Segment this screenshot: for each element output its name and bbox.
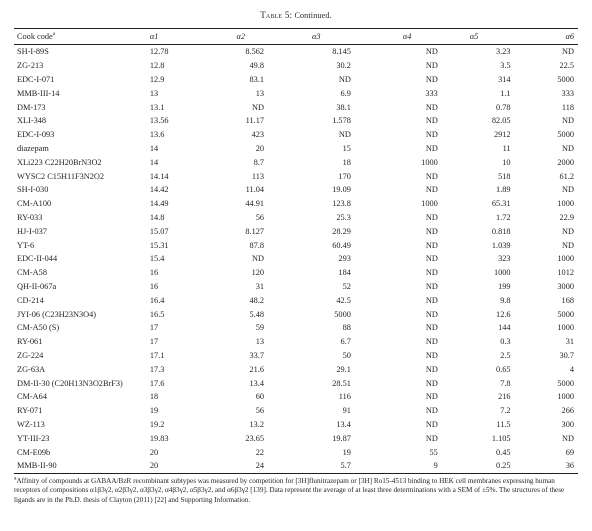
cell-alpha1: 14 [149,157,159,167]
affinity-table [14,28,578,474]
cell-alpha4: ND [425,143,438,153]
cell-cook-code: EDC-II-044 [17,254,58,264]
cell-cook-code: ZG-224 [17,350,44,360]
cell-alpha1: 17.6 [149,378,165,388]
cell-alpha2: 8.127 [245,226,265,236]
table-row [14,86,578,100]
table-row [14,376,578,390]
cell-cook-code: WZ-113 [17,419,45,429]
cell-alpha4: ND [425,226,438,236]
cell-alpha3: 13.4 [336,419,351,429]
cell-alpha3: 52 [342,281,351,291]
cell-alpha5: 3.23 [496,47,511,57]
cell-alpha2: 423 [251,130,265,140]
cell-alpha3: 91 [342,406,351,416]
table-row [14,280,578,294]
cell-cook-code: HJ-I-037 [17,226,47,236]
cell-alpha1: 17 [149,337,159,347]
table-row [14,390,578,404]
table-row [14,252,578,266]
cell-alpha6: 31 [565,337,574,347]
cell-alpha5: 1.105 [491,433,511,443]
cell-alpha5: 11 [502,143,511,153]
table-row [14,335,578,349]
cell-alpha1: 17.3 [149,364,165,374]
table-row [14,349,578,363]
cell-alpha2: 21.6 [249,364,265,374]
table-row [14,155,578,169]
footnote-marker: a [14,475,17,482]
cell-alpha2: 59 [255,323,265,333]
table-row [14,128,578,142]
table-row [14,459,578,473]
cell-alpha6: 61.2 [559,171,574,181]
cell-alpha4: ND [425,102,438,112]
cell-alpha6: 4 [569,364,574,374]
cell-alpha6: 168 [561,295,574,305]
cell-cook-code: SH-I-89S [17,47,49,57]
cell-alpha5: 12.6 [496,309,511,319]
cell-alpha6: 1000 [557,254,574,264]
header-alpha6: α6 [565,32,574,41]
cell-alpha5: 1.89 [496,185,511,195]
cell-alpha1: 14.42 [149,185,169,195]
table-row [14,404,578,418]
cell-cook-code: XLI-348 [17,116,47,126]
cell-alpha3: ND [338,130,351,140]
cell-alpha1: 14.49 [149,199,169,209]
cell-alpha3: 50 [342,350,351,360]
cell-alpha1: 14.14 [149,171,169,181]
cell-alpha3: 19 [342,447,351,457]
cell-alpha1: 18 [149,392,159,402]
table-footnote [14,477,578,506]
cell-alpha5: 1.039 [491,240,511,250]
cell-alpha5: 7.8 [500,378,511,388]
cell-alpha4: ND [425,281,438,291]
cell-alpha2: 33.7 [249,350,265,360]
cell-alpha6: 1000 [557,323,574,333]
cell-alpha4: ND [425,337,438,347]
cell-alpha2: ND [252,254,265,264]
table-row [14,418,578,432]
cell-alpha3: ND [338,74,351,84]
cell-cook-code: CM-E09b [17,447,51,457]
cell-alpha4: ND [425,364,438,374]
cell-alpha5: 10 [502,157,511,167]
cell-cook-code: CM-A100 [17,199,52,209]
cell-alpha3: 88 [342,323,351,333]
table-header-row [14,29,578,45]
cell-alpha5: 314 [498,74,511,84]
cell-alpha1: 16 [149,281,159,291]
cell-alpha6: 333 [561,88,574,98]
cell-alpha1: 12.78 [149,47,169,57]
cell-alpha2: 49.8 [249,61,265,71]
table-row [14,431,578,445]
cell-alpha5: 0.78 [496,102,511,112]
cell-alpha2: 23.65 [245,433,265,443]
cell-alpha1: 19.83 [149,433,169,443]
cell-alpha4: ND [425,295,438,305]
cell-alpha6: ND [562,185,574,195]
cell-alpha1: 17 [149,323,159,333]
cell-cook-code: ZG-63A [17,364,46,374]
cell-cook-code: CD-214 [17,295,44,305]
cell-alpha6: 3000 [557,281,574,291]
cell-alpha6: 36 [565,461,574,471]
cell-cook-code: DM-II-30 (C20H13N3O2BrF3) [17,378,123,388]
table-row [14,321,578,335]
cell-alpha3: 18 [342,157,351,167]
cell-alpha5: 216 [498,392,511,402]
cell-alpha4: 9 [433,461,438,471]
cell-alpha6: ND [562,226,574,236]
cell-alpha4: ND [425,433,438,443]
header-alpha5: α5 [469,32,479,41]
table-row [14,45,578,59]
cell-alpha1: 15.4 [149,254,165,264]
cell-alpha5: 9.8 [500,295,511,305]
cell-alpha3: 28.51 [332,378,351,388]
cell-alpha6: 5000 [557,378,574,388]
cell-cook-code: JYI-06 (C23H23N3O4) [17,309,97,319]
table-caption-text: Continued. [294,11,332,20]
cell-alpha6: 5000 [557,309,574,319]
cell-alpha5: 82.05 [491,116,511,126]
cell-alpha3: 29.1 [336,364,351,374]
cell-alpha3: 42.5 [336,295,351,305]
cell-alpha2: 48.2 [249,295,265,305]
table-row [14,142,578,156]
cell-alpha6: ND [562,433,574,443]
table-row [14,307,578,321]
cell-alpha5: 7.2 [500,406,511,416]
cell-alpha2: 5.48 [249,309,265,319]
footnote-text: Affinity of compounds at GABAA/BzR recombinant subtypes was measured by competition for [3H]flunitrazepam or [3H] Ro15-4513 binding to HEK cell membranes expressing human receptors of compositions α1β3γ2, α2β3γ2, α3β3γ2, α4β3γ2, α5β3γ2, and α6β3γ2 [139]. Data represent the average of at least three determinations with a SEM of ±5%. The structures of these ligands are in the Ph.D. thesis of Clayton (2011) [22] and Supporting Information. [14,476,565,504]
cell-alpha5: 3.5 [500,61,511,71]
cell-alpha2: 13 [255,337,265,347]
cell-alpha5: 0.25 [496,461,511,471]
cell-alpha2: 11.17 [245,116,265,126]
cell-alpha6: 2000 [557,157,574,167]
cell-alpha3: 6.7 [340,337,351,347]
header-alpha3: α3 [312,32,321,41]
cell-alpha4: 1000 [421,199,438,209]
table-row [14,197,578,211]
cell-alpha3: 15 [342,143,351,153]
cell-alpha3: 19.09 [332,185,351,195]
cell-cook-code: MMB-III-14 [17,88,60,98]
cell-alpha5: 0.45 [496,447,511,457]
table-row [14,100,578,114]
cell-alpha1: 14 [149,143,159,153]
cell-alpha3: 30.2 [336,61,351,71]
cell-alpha5: 0.3 [500,337,511,347]
cell-alpha4: 55 [429,447,438,457]
cell-alpha1: 15.07 [149,226,169,236]
header-alpha2: α2 [236,32,246,41]
cell-alpha1: 14.8 [149,212,165,222]
cell-alpha3: 5.7 [340,461,351,471]
cell-alpha6: 1000 [557,392,574,402]
cell-alpha6: ND [562,47,574,57]
cell-alpha2: 113 [251,171,265,181]
cell-alpha4: ND [425,130,438,140]
cell-cook-code: ZG-213 [17,61,44,71]
cell-cook-code: XLi223 C22H20BrN3O2 [17,157,102,167]
cell-alpha1: 16 [149,268,159,278]
cell-alpha1: 20 [149,461,159,471]
cell-alpha1: 19 [149,406,159,416]
cell-alpha2: 13.2 [249,419,265,429]
cell-cook-code: EDC-I-093 [17,130,55,140]
cell-alpha3: 8.145 [332,47,351,57]
cell-alpha6: 266 [561,406,574,416]
cell-alpha6: 30.7 [559,350,574,360]
cell-alpha2: 8.7 [253,157,265,167]
cell-alpha4: ND [425,406,438,416]
cell-alpha3: 60.49 [332,240,351,250]
cell-alpha5: 1000 [493,268,511,278]
table-row [14,224,578,238]
cell-alpha3: 293 [338,254,351,264]
cell-alpha4: ND [425,212,438,222]
cell-alpha3: 25.3 [336,212,351,222]
cell-alpha2: 13.4 [249,378,265,388]
cell-alpha1: 19.2 [149,419,165,429]
cell-alpha3: 123.8 [332,199,351,209]
header-cook-code: Cook code$^a$ [17,31,56,41]
cell-cook-code: CM-A58 [17,268,47,278]
cell-alpha4: ND [425,268,438,278]
cell-alpha4: ND [425,171,438,181]
cell-alpha5: 518 [498,171,511,181]
cell-alpha2: 56 [255,212,265,222]
table-row [14,183,578,197]
cell-alpha6: ND [562,143,574,153]
cell-alpha5: 323 [498,254,511,264]
cell-cook-code: EDC-I-071 [17,74,55,84]
cell-cook-code: MMB-II-90 [17,461,57,471]
cell-alpha6: ND [562,240,574,250]
cell-alpha3: 19.87 [332,433,351,443]
cell-alpha5: 65.31 [491,199,511,209]
cell-cook-code: CM-A64 [17,392,47,402]
table-row [14,114,578,128]
cell-alpha4: ND [425,392,438,402]
cell-alpha4: ND [425,419,438,429]
cell-alpha1: 13.56 [149,116,169,126]
cell-alpha2: ND [252,102,265,112]
cell-cook-code: diazepam [17,143,49,153]
cell-alpha5: 199 [498,281,511,291]
cell-alpha1: 20 [149,447,159,457]
cell-alpha2: 83.1 [249,74,265,84]
cell-alpha4: ND [425,350,438,360]
table-row [14,211,578,225]
cell-cook-code: RY-033 [17,212,43,222]
cell-alpha3: 116 [338,392,351,402]
cell-alpha1: 16.4 [149,295,165,305]
cell-alpha4: ND [425,185,438,195]
cell-alpha4: ND [425,74,438,84]
cell-alpha6: 22.5 [559,61,574,71]
table-row [14,362,578,376]
table-row [14,169,578,183]
cell-cook-code: DM-173 [17,102,46,112]
cell-alpha2: 13 [255,88,265,98]
cell-alpha4: ND [425,240,438,250]
cell-cook-code: SH-I-030 [17,185,49,195]
cell-alpha1: 15.31 [149,240,169,250]
cell-alpha1: 13.6 [149,130,165,140]
cell-alpha5: 2.5 [500,350,511,360]
table-row [14,293,578,307]
cell-alpha3: 1.578 [332,116,351,126]
cell-alpha4: 333 [425,88,438,98]
cell-cook-code: WYSC2 C15H11F3N2O2 [17,171,105,181]
cell-alpha1: 13.1 [149,102,165,112]
cell-alpha3: 184 [338,268,351,278]
cell-alpha3: 38.1 [336,102,351,112]
cell-cook-code: YT-III-23 [17,433,50,443]
cell-alpha4: ND [425,323,438,333]
cell-cook-code: CM-A50 (S) [17,323,60,333]
cell-alpha4: ND [425,61,438,71]
cell-cook-code: RY-061 [17,337,43,347]
cell-alpha5: 11.5 [496,419,511,429]
table-label: Table 5: [260,10,293,20]
cell-cook-code: RY-071 [17,406,43,416]
cell-alpha4: 1000 [421,157,438,167]
cell-alpha2: 20 [255,143,265,153]
cell-alpha2: 22 [255,447,265,457]
cell-alpha2: 11.04 [245,185,265,195]
cell-alpha3: 170 [338,171,351,181]
cell-alpha4: ND [425,254,438,264]
cell-alpha6: 300 [561,419,574,429]
cell-alpha3: 28.29 [332,226,351,236]
cell-alpha1: 16.5 [149,309,165,319]
cell-alpha3: 6.9 [340,88,351,98]
cell-alpha3: 5000 [334,309,351,319]
table-row [14,445,578,459]
cell-alpha5: 144 [498,323,511,333]
table-row [14,59,578,73]
table-caption [14,10,578,20]
cell-alpha2: 56 [255,406,265,416]
cell-alpha1: 13 [149,88,159,98]
cell-alpha5: 1.1 [500,88,511,98]
cell-alpha5: 0.65 [496,364,511,374]
cell-alpha5: 1.72 [496,212,511,222]
cell-alpha2: 120 [251,268,265,278]
cell-alpha6: 1000 [557,199,574,209]
cell-cook-code: YT-6 [17,240,35,250]
cell-alpha1: 12.8 [149,61,165,71]
cell-alpha4: ND [425,116,438,126]
table-row [14,266,578,280]
cell-alpha5: 0.818 [491,226,511,236]
header-alpha4: α4 [402,32,412,41]
table-body [14,45,578,474]
cell-alpha5: 2912 [493,130,511,140]
cell-alpha1: 12.9 [149,74,165,84]
cell-cook-code: QH-II-067a [17,281,57,291]
cell-alpha4: ND [425,47,438,57]
cell-alpha6: 22.9 [559,212,574,222]
cell-alpha6: 5000 [557,130,574,140]
cell-alpha2: 31 [255,281,265,291]
cell-alpha4: ND [425,378,438,388]
cell-alpha2: 24 [255,461,265,471]
cell-alpha6: 118 [561,102,574,112]
header-alpha1: α1 [149,32,159,41]
cell-alpha1: 17.1 [149,350,165,360]
cell-alpha4: ND [425,309,438,319]
cell-alpha2: 60 [255,392,265,402]
cell-alpha6: 69 [565,447,574,457]
cell-alpha2: 87.8 [249,240,265,250]
cell-alpha6: 5000 [557,74,574,84]
cell-alpha6: 1012 [557,268,574,278]
cell-alpha6: ND [562,116,574,126]
table-row [14,238,578,252]
cell-alpha2: 8.562 [245,47,265,57]
cell-alpha2: 44.91 [245,199,265,209]
table-row [14,73,578,87]
